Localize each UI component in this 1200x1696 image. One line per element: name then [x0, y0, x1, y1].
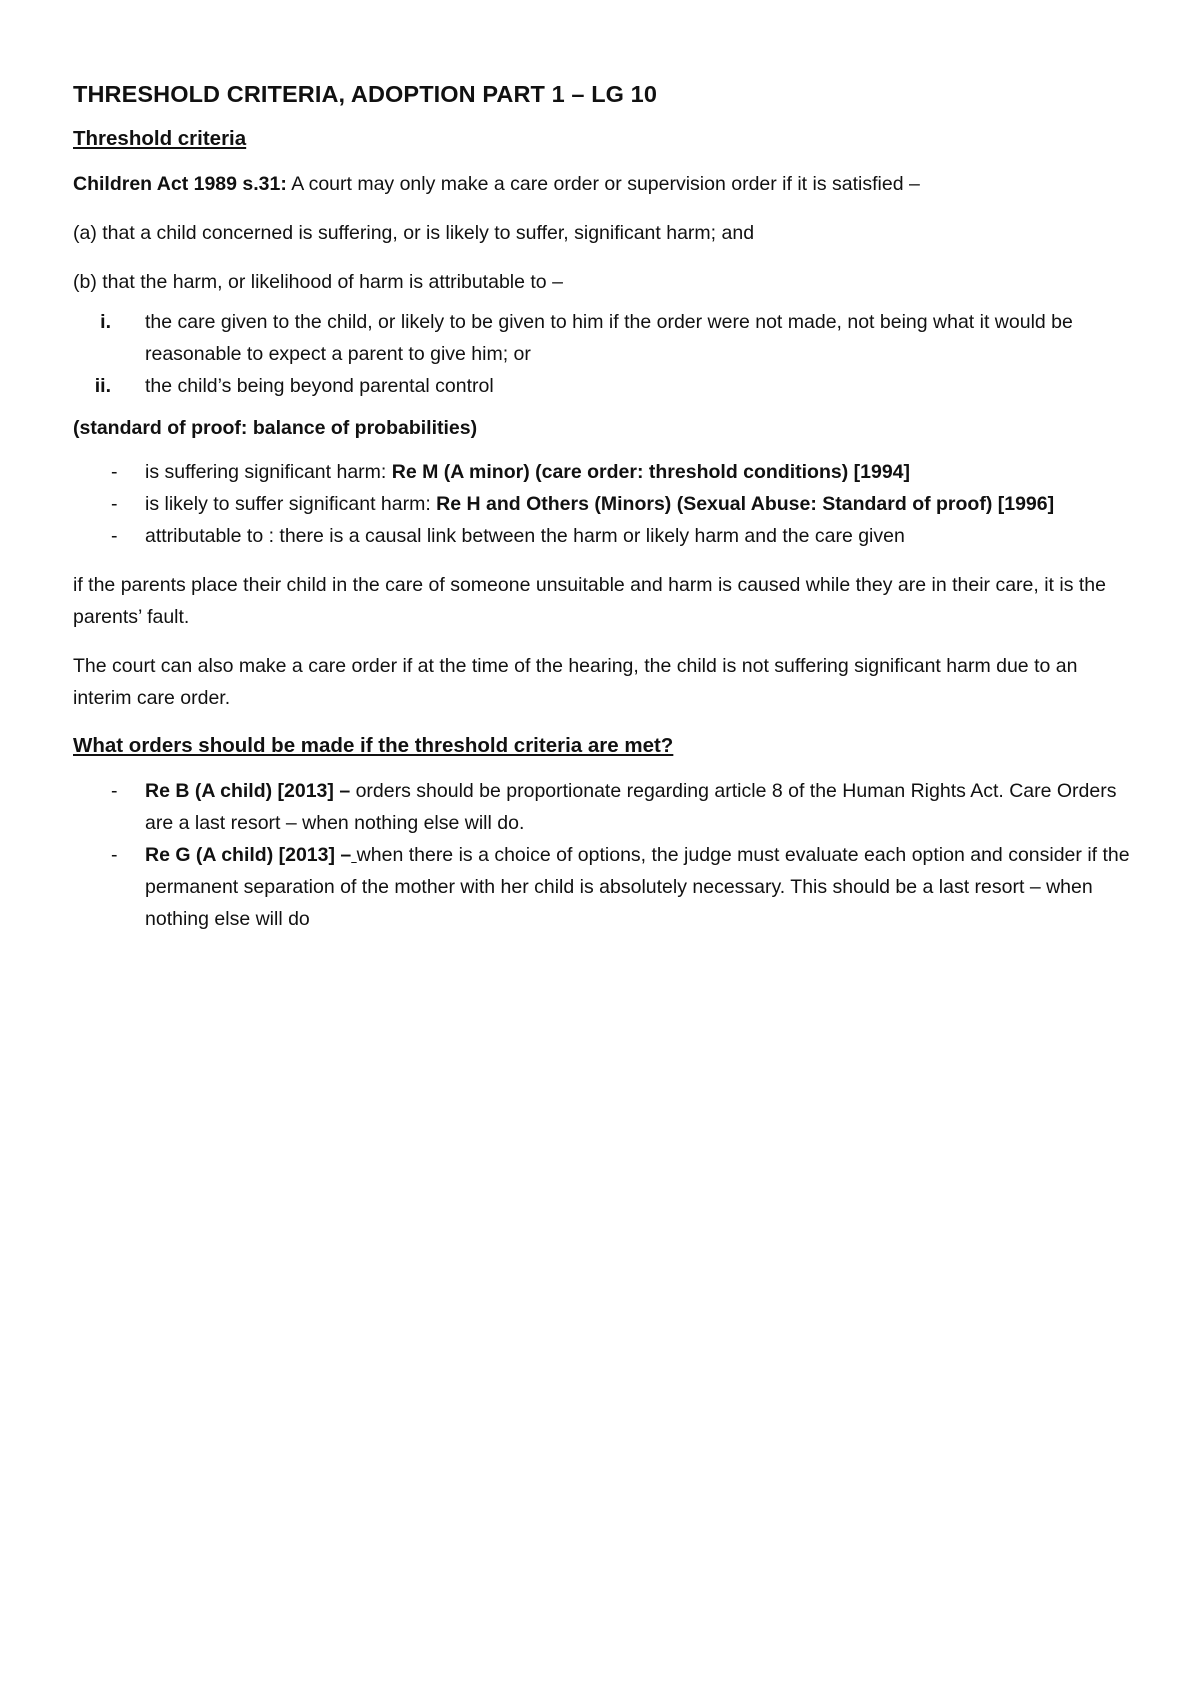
list-item [73, 775, 1133, 839]
list-item [73, 456, 1133, 488]
section-heading-orders: What orders should be made if the threshold criteria are met? [73, 734, 674, 757]
document-page [73, 78, 1133, 952]
case-citation: Re B (A child) [2013] – [145, 780, 351, 802]
list-item-text: the child’s being beyond parental control [145, 375, 494, 397]
list-item-text: orders should be proportionate regarding article 8 of the Human Rights Act. Care Orders are a last resort – when nothing else will do. [145, 780, 1117, 834]
roman-list [73, 306, 1133, 402]
statute-paragraph [73, 168, 1133, 200]
list-item-text: the care given to the child, or likely to be given to him if the order were not made, not being what it would be reasonable to expect a parent to give him; or [145, 311, 1073, 365]
statute-reference: Children Act 1989 s.31: [73, 173, 287, 195]
list-item-text: when there is a choice of options, the judge must evaluate each option and consider if the permanent separation of the mother with her child is absolutely necessary. This should be a last resort – when nothing else will do [145, 844, 1130, 930]
clause-a: (a) that a child concerned is suffering, or is likely to suffer, significant harm; and [73, 222, 755, 244]
dash-bullet: - [111, 461, 118, 483]
case-citation: Re G (A child) [2013] – [145, 844, 352, 866]
statute-text: A court may only make a care order or supervision order if it is satisfied – [286, 173, 920, 195]
dash-bullet: - [111, 493, 118, 515]
list-number: i. [100, 311, 111, 333]
list-item [73, 488, 1133, 520]
list-item [73, 306, 1133, 370]
dash-bullet: - [111, 844, 118, 866]
list-number: ii. [94, 375, 111, 397]
list-item-text: attributable to : there is a causal link between the harm or likely harm and the care given [145, 525, 905, 547]
orders-list [73, 775, 1133, 935]
dash-bullet: - [111, 780, 118, 802]
list-item [73, 370, 1133, 402]
list-item [73, 520, 1133, 552]
list-item [73, 839, 1133, 935]
list-item-text: is likely to suffer significant harm: [145, 493, 437, 515]
list-item-text: is suffering significant harm: [145, 461, 392, 483]
parents-fault-paragraph: if the parents place their child in the care of someone unsuitable and harm is caused while they are in their care, it is the parents’ fault. [73, 574, 1106, 628]
section-heading-threshold: Threshold criteria [73, 127, 247, 150]
harm-list [73, 456, 1133, 552]
standard-of-proof: (standard of proof: balance of probabilities) [73, 417, 478, 439]
interim-care-paragraph: The court can also make a care order if at the time of the hearing, the child is not suffering significant harm due to an interim care order. [73, 655, 1078, 709]
clause-b: (b) that the harm, or likelihood of harm is attributable to – [73, 271, 563, 293]
case-citation: Re H and Others (Minors) (Sexual Abuse: Standard of proof) [1996] [436, 493, 1055, 515]
case-citation: Re M (A minor) (care order: threshold conditions) [1994] [391, 461, 911, 483]
dash-bullet: - [111, 525, 118, 547]
document-title: THRESHOLD CRITERIA, ADOPTION PART 1 – LG 10 [73, 81, 658, 107]
